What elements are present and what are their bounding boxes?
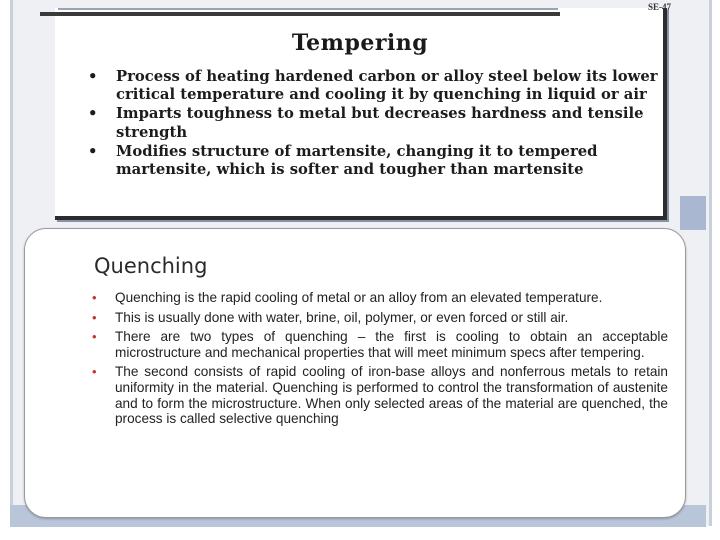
bullet-text: This is usually done with water, brine, oil, polymer, or even forced or still air. <box>115 309 569 325</box>
slide-number: SE-47 <box>648 2 672 12</box>
bullet-icon: • <box>92 364 97 380</box>
bullet-icon: • <box>88 142 98 160</box>
bullet-icon: • <box>92 309 97 325</box>
slide-side-accent <box>680 196 706 230</box>
tempering-bullet-list <box>88 68 660 180</box>
bullet-text: There are two types of quenching – the first is cooling to obtain an acceptable microstructure and mechanical properties that will meet minimum specs after tempering. <box>115 329 668 360</box>
bullet-icon: • <box>92 329 97 345</box>
bullet-text: Quenching is the rapid cooling of metal or an alloy from an elevated temperature. <box>115 290 603 305</box>
quenching-bullet <box>92 329 668 360</box>
tempering-bullet <box>88 105 660 141</box>
quenching-bullet <box>92 364 668 426</box>
bullet-icon: • <box>88 105 98 123</box>
bullet-text: The second consists of rapid cooling of iron-base alloys and nonferrous metals to retain uniformity in the material. Quenching is performed to control the transformation of austenite and to form the microstructure. When only selected areas of the material are quenched, the process is called selective quenching <box>115 364 668 427</box>
tempering-title: Tempering <box>291 30 429 56</box>
quenching-title: Quenching <box>94 254 208 278</box>
bullet-text: Modifies structure of martensite, changing it to tempered martensite, which is softer and tougher than martensite <box>116 142 598 179</box>
quenching-bullet <box>92 310 668 326</box>
tempering-top-rule <box>40 12 560 16</box>
bullet-text: Process of heating hardened carbon or alloy steel below its lower critical temperature and cooling it by quenching in liquid or air <box>116 68 658 104</box>
bullet-text: Imparts toughness to metal but decreases hardness and tensile strength <box>116 105 644 141</box>
quenching-bullet <box>92 290 668 306</box>
tempering-top-rule-secondary <box>58 8 558 10</box>
tempering-bullet <box>88 143 660 179</box>
bullet-icon: • <box>88 68 98 85</box>
quenching-bullet-list <box>92 290 668 431</box>
bullet-icon: • <box>92 290 97 305</box>
tempering-bullet <box>88 68 660 104</box>
